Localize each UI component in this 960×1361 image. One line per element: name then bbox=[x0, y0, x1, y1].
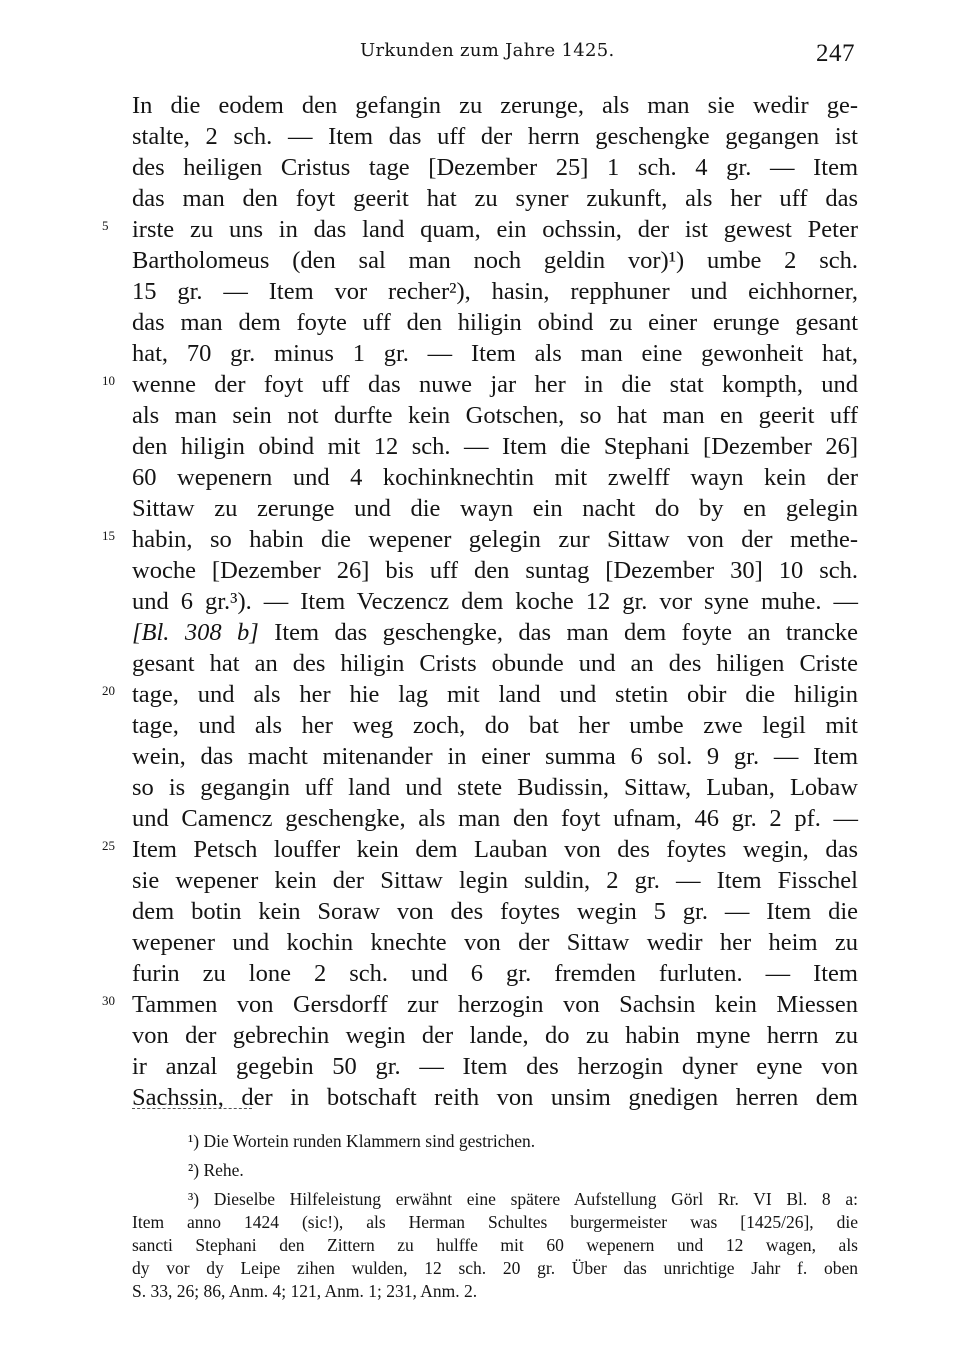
text-line: als man sein not durfte kein Gotschen, so hat man en geerit uff bbox=[132, 402, 858, 429]
text-line: dem botin kein Soraw von des foytes wegin 5 gr. — Item die bbox=[132, 898, 858, 925]
text-line: stalte, 2 sch. — Item das uff der herrn geschengke gegangen ist bbox=[132, 123, 858, 150]
text-line: wepener und kochin knechte von der Sittaw wedir her heim zu bbox=[132, 929, 858, 956]
text-line: wein, das macht mitenander in einer summa 6 sol. 9 gr. — Item bbox=[132, 743, 858, 770]
text-line: furin zu lone 2 sch. und 6 gr. fremden furluten. — Item bbox=[132, 960, 858, 987]
main-text bbox=[102, 90, 859, 1113]
text-line: woche [Dezember 26] bis uff den suntag [Dezember 30] 10 sch. bbox=[132, 557, 858, 584]
text-line: Sittaw zu zerunge und die wayn ein nacht do by en gelegin bbox=[132, 495, 858, 522]
footnote-divider bbox=[132, 1108, 252, 1109]
text-line-30 bbox=[102, 989, 858, 1020]
text-line-15 bbox=[102, 524, 858, 555]
text-line-10 bbox=[102, 369, 858, 400]
text-line-content: Item das geschengke, das man dem foyte an trancke bbox=[258, 619, 859, 646]
text-line: 60 wepenern und 4 kochinknechtin mit zwelff wayn kein der bbox=[132, 464, 858, 491]
text-line: den hiligin obind mit 12 sch. — Item die Stephani [Dezember 26] bbox=[132, 433, 858, 460]
text-line: In die eodem den gefangin zu zerunge, als man sie wedir ge- bbox=[132, 92, 858, 119]
footnote-3-line: ³) Dieselbe Hilfeleistung erwähnt eine spätere Aufstellung Görl Rr. VI Bl. 8 a: bbox=[188, 1189, 858, 1209]
text-line: sie wepener kein der Sittaw legin suldin, 2 gr. — Item Fisschel bbox=[132, 867, 858, 894]
footnote-1: ¹) Die Wortein runden Klammern sind gestrichen. bbox=[188, 1131, 536, 1151]
footnote-3-line: dy vor dy Leipe zihen wulden, 12 sch. 20 gr. Über das unrichtige Jahr f. oben bbox=[132, 1258, 858, 1278]
text-line-folio bbox=[132, 617, 858, 648]
text-line-5 bbox=[102, 214, 858, 245]
text-line: Bartholomeus (den sal man noch geldin vor)¹) umbe 2 sch. bbox=[132, 247, 858, 274]
text-line: 15 gr. — Item vor recher²), hasin, repphuner und eichhorner, bbox=[132, 278, 858, 305]
text-line: Sachssin, der in botschaft reith von unsim gnedigen herren dem bbox=[132, 1084, 858, 1111]
text-line: hat, 70 gr. minus 1 gr. — Item als man eine gewonheit hat, bbox=[132, 340, 858, 367]
footnote-3-line: sancti Stephani den Zittern zu hulffe mit 60 wepenern und 12 wagen, als bbox=[132, 1235, 858, 1255]
line-number: 25 bbox=[102, 838, 115, 853]
text-line-content: tage, und als her hie lag mit land und stetin obir die hiligin bbox=[132, 681, 858, 708]
text-line: so is gegangin uff land und stete Budissin, Sittaw, Luban, Lobaw bbox=[132, 774, 858, 801]
line-number: 10 bbox=[102, 373, 115, 388]
footnote-2: ²) Rehe. bbox=[188, 1160, 244, 1180]
text-line: und 6 gr.³). — Item Veczencz dem koche 12 gr. vor syne muhe. — bbox=[132, 588, 858, 615]
text-line: das man den foyt geerit hat zu syner zukunft, als her uff das bbox=[132, 185, 858, 212]
text-line-content: wenne der foyt uff das nuwe jar her in die stat kompth, und bbox=[132, 371, 858, 398]
text-line-content: Tammen von Gersdorff zur herzogin von Sachsin kein Miessen bbox=[132, 991, 858, 1018]
text-line: ir anzal gegebin 50 gr. — Item des herzogin dyner eyne von bbox=[132, 1053, 858, 1080]
text-line: von der gebrechin wegin der lande, do zu habin myne herrn zu bbox=[132, 1022, 858, 1049]
text-line-content: habin, so habin die wepener gelegin zur Sittaw von der methe- bbox=[132, 526, 858, 553]
text-line-content: irste zu uns in das land quam, ein ochssin, der ist gewest Peter bbox=[132, 216, 858, 243]
line-number: 20 bbox=[102, 683, 115, 698]
text-line: tage, und als her weg zoch, do bat her umbe zwe legil mit bbox=[132, 712, 858, 739]
text-line: und Camencz geschengke, als man den foyt ufnam, 46 gr. 2 pf. — bbox=[132, 805, 858, 832]
footnote-3-line: S. 33, 26; 86, Anm. 4; 121, Anm. 1; 231, Anm. 2. bbox=[132, 1281, 478, 1301]
folio-reference: [Bl. 308 b] bbox=[132, 619, 259, 646]
text-line: des heiligen Cristus tage [Dezember 25] 1 sch. 4 gr. — Item bbox=[132, 154, 858, 181]
line-number: 5 bbox=[102, 218, 109, 233]
text-line-20 bbox=[102, 679, 858, 710]
line-number: 30 bbox=[102, 993, 115, 1008]
text-line: gesant hat an des hiligin Crists obunde und an des hiligen Criste bbox=[132, 650, 858, 677]
running-title: Urkunden zum Jahre 1425. bbox=[360, 40, 615, 61]
page-number: 247 bbox=[816, 40, 855, 67]
text-line: das man dem foyte uff den hiligin obind zu einer erunge gesant bbox=[132, 309, 858, 336]
footnote-3-line: Item anno 1424 (sic!), als Herman Schultes burgermeister was [1425/26], die bbox=[132, 1212, 858, 1232]
line-number: 15 bbox=[102, 528, 115, 543]
footnotes bbox=[132, 1130, 858, 1303]
text-line-25 bbox=[102, 834, 858, 865]
text-line-content: Item Petsch louffer kein dem Lauban von des foytes wegin, das bbox=[132, 836, 858, 863]
